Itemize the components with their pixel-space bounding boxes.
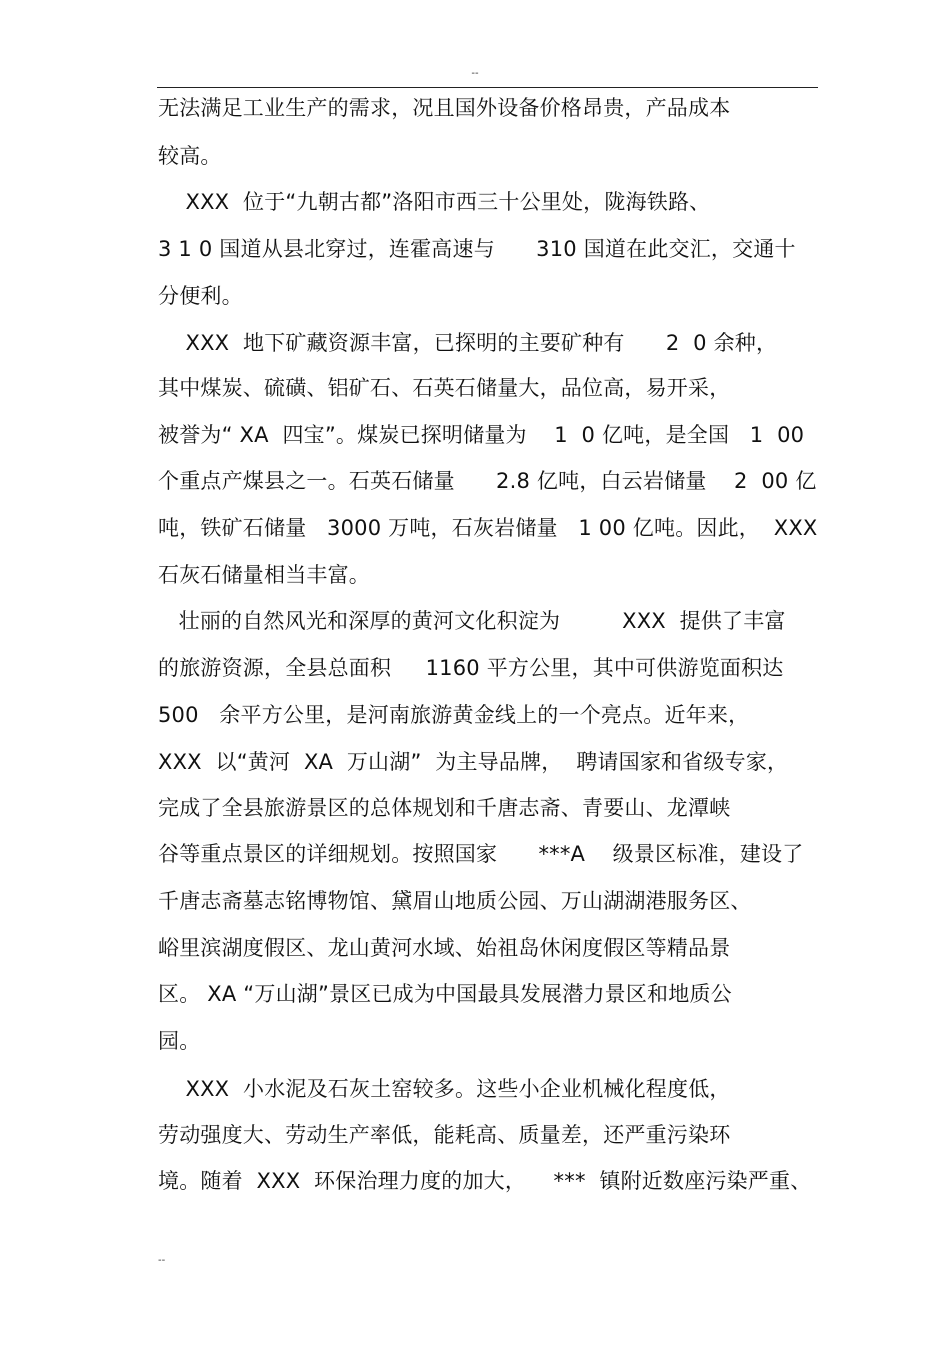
text-line: XXX 小水泥及石灰土窑较多。这些小企业机械化程度低， <box>158 1077 731 1101</box>
text-line: 的旅游资源，全县总面积 1160 平方公里，其中可供游览面积达 <box>158 656 784 680</box>
text-line: 分便利。 <box>158 284 243 308</box>
text-line: XXX 地下矿藏资源丰富，已探明的主要矿种有 2 0 余种， <box>158 331 778 355</box>
text-line: 个重点产煤县之一。石英石储量 2.8 亿吨，白云岩储量 2 00 亿 <box>158 469 817 493</box>
text-line: XXX 位于“九朝古都”洛阳市西三十公里处，陇海铁路、 <box>158 190 711 214</box>
text-line: 壮丽的自然风光和深厚的黄河文化积淀为 XXX 提供了丰富 <box>158 609 786 633</box>
text-line: 完成了全县旅游景区的总体规划和千唐志斋、青要山、龙潭峡 <box>158 796 731 820</box>
header-rule <box>157 87 818 88</box>
text-line: 被誉为“ XA 四宝”。煤炭已探明储量为 1 0 亿吨，是全国 1 00 <box>158 423 805 447</box>
text-line: 500 余平方公里，是河南旅游黄金线上的一个亮点。近年来， <box>158 703 750 727</box>
text-line: XXX 以“黄河 XA 万山湖” 为主导品牌， 聘请国家和省级专家， <box>158 750 789 774</box>
text-line: 园。 <box>158 1029 201 1053</box>
text-line: 境。随着 XXX 环保治理力度的加大， *** 镇附近数座污染严重、 <box>158 1169 812 1193</box>
text-line: 无法满足工业生产的需求，况且国外设备价格昂贵，产品成本 <box>158 96 731 120</box>
text-line: 峪里滨湖度假区、龙山黄河水域、始祖岛休闲度假区等精品景 <box>158 936 731 960</box>
text-line: 石灰石储量相当丰富。 <box>158 563 370 587</box>
text-line: 较高。 <box>158 144 222 168</box>
text-line: 劳动强度大、劳动生产率低，能耗高、质量差，还严重污染环 <box>158 1123 731 1147</box>
page-header-mark: -- <box>471 68 479 79</box>
text-line: 谷等重点景区的详细规划。按照国家 ***A 级景区标准，建设了 <box>158 842 804 866</box>
text-line: 千唐志斋墓志铭博物馆、黛眉山地质公园、万山湖湖港服务区、 <box>158 889 752 913</box>
page-footer-mark: -- <box>158 1255 166 1266</box>
text-line: 其中煤炭、硫磺、铝矿石、石英石储量大，品位高，易开采， <box>158 376 731 400</box>
text-line: 吨，铁矿石储量 3000 万吨，石灰岩储量 1 00 亿吨。因此， XXX <box>158 516 818 540</box>
text-line: 区。 XA “万山湖”景区已成为中国最具发展潜力景区和地质公 <box>158 982 732 1006</box>
text-line: 3 1 0 国道从县北穿过，连霍高速与 310 国道在此交汇，交通十 <box>158 237 796 261</box>
